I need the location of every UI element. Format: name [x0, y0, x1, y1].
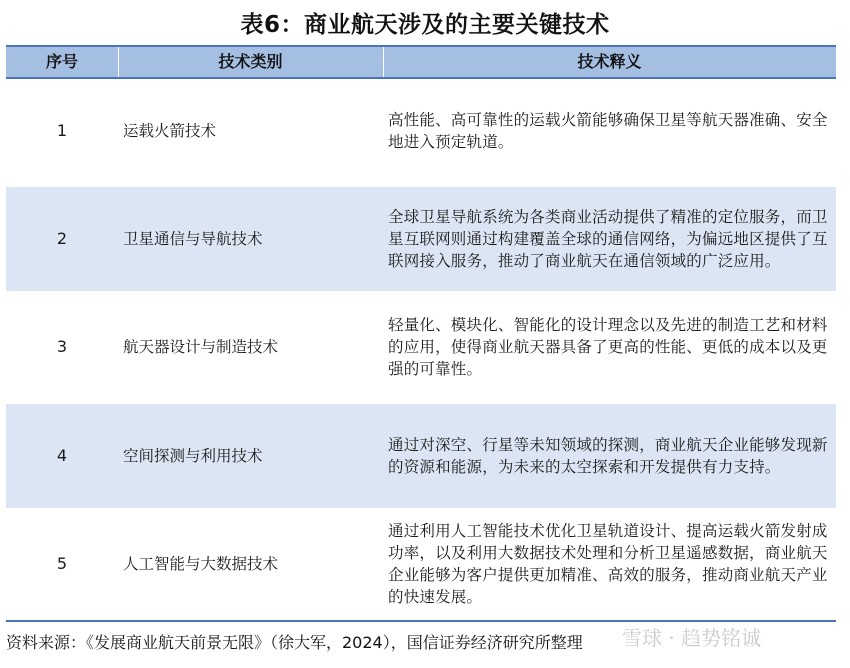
table-row [6, 295, 836, 399]
row-category: 空间探测与利用技术 [123, 447, 263, 465]
header-index: 序号 [6, 47, 119, 77]
watermark: 雪球 · 趋势铭诚 [622, 626, 762, 650]
row-category: 卫星通信与导航技术 [123, 230, 263, 248]
row-category: 运载火箭技术 [123, 122, 217, 140]
source-note: 资料来源：《发展商业航天前景无限》（徐大军，2024），国信证券经济研究所整理 [6, 633, 583, 652]
header-category: 技术类别 [118, 47, 384, 77]
header-description: 技术释义 [577, 52, 642, 71]
row-description: 通过利用人工智能技术优化卫星轨道设计、提高运载火箭发射成功率，以及利用大数据技术处理和分析卫星遥感数据，商业航天企业能够为客户提供更加精准、高效的服务，推动商业航天产业的快速发展。 [388, 522, 828, 606]
table-row [6, 187, 836, 291]
row-index: 4 [56, 446, 68, 465]
table-header [6, 47, 836, 79]
row-index: 5 [56, 554, 68, 573]
row-description: 通过对深空、行星等未知领域的探测，商业航天企业能够发现新的资源和能源，为未来的太空探索和开发提供有力支持。 [388, 436, 828, 476]
row-description: 全球卫星导航系统为各类商业活动提供了精准的定位服务，而卫星互联网则通过构建覆盖全球的通信网络，为偏远地区提供了互联网接入服务，推动了商业航天在通信领域的广泛应用。 [388, 208, 828, 270]
row-category: 航天器设计与制造技术 [123, 338, 279, 356]
row-index: 2 [56, 229, 68, 248]
row-description: 轻量化、模块化、智能化的设计理念以及先进的制造工艺和材料的应用，使得商业航天器具备了更高的性能、更低的成本以及更强的可靠性。 [388, 316, 828, 378]
row-index: 3 [56, 337, 68, 356]
table-row [6, 404, 836, 508]
row-index: 1 [56, 121, 68, 140]
row-description: 高性能、高可靠性的运载火箭能够确保卫星等航天器准确、安全地进入预定轨道。 [388, 111, 828, 151]
table-title: 表6：商业航天涉及的主要关键技术 [240, 12, 610, 38]
table-row [6, 512, 836, 616]
row-category: 人工智能与大数据技术 [123, 555, 279, 573]
table-row [6, 79, 836, 183]
